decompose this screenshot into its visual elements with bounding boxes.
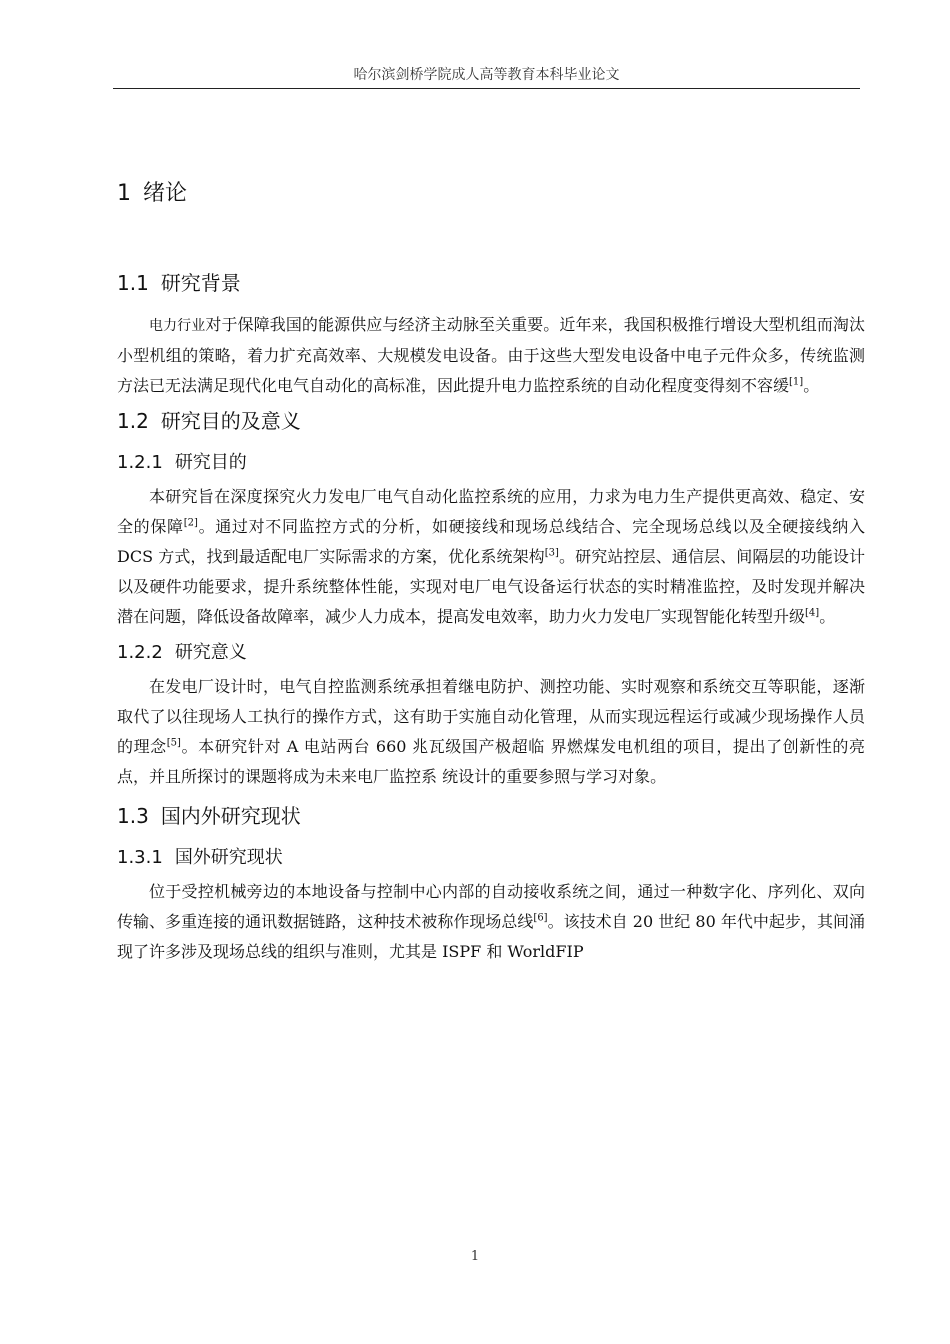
paragraph-text: 。该技术自 20 世纪 80 年代中起步，其间涌现了许多涉及现场总线的组织与准则，尤其是 ISPF 和 WorldFIP: [117, 912, 865, 961]
citation: [2]: [183, 517, 198, 529]
subsection-number: 1.3.1: [117, 847, 163, 868]
chapter-heading: [117, 176, 865, 207]
chapter-title: 绪论: [143, 181, 188, 206]
section-heading-1-3: [117, 800, 865, 829]
paragraph-significance: [117, 672, 865, 792]
paragraph-text: 位于受控机械旁边的本地设备与控制中心内部的自动接收系统之间，通过一种数字化、序列化、双向传输、多重连接的通讯数据链路，这种技术被称作现场总线: [117, 882, 865, 931]
document-body: [117, 170, 865, 967]
section-title: 研究目的及意义: [160, 409, 301, 433]
page-header: 哈尔滨剑桥学院成人高等教育本科毕业论文: [353, 67, 620, 83]
paragraph-lead: 电力行业: [149, 318, 206, 334]
section-heading-1-1: [117, 267, 865, 296]
paragraph-end: 。: [803, 376, 820, 395]
citation: [4]: [805, 607, 820, 619]
section-number: 1.3: [117, 804, 149, 828]
page-number: 1: [470, 1249, 480, 1264]
paragraph-text: 本研究旨在深度探究火力发电厂电气自动化监控系统的应用，力求为电力生产提供更高效、稳定、安全的保障: [117, 487, 865, 536]
subsection-number: 1.2.2: [117, 642, 163, 663]
paragraph-text: 。通过对不同监控方式的分析，如硬接线和现场总线结合、完全现场总线以及全硬接线纳入 DCS 方式，找到最适配电厂实际需求的方案，优化系统架构: [117, 517, 865, 566]
citation: [1]: [789, 376, 804, 388]
header-divider: [113, 88, 860, 89]
paragraph-foreign-research: [117, 877, 865, 967]
subsection-title: 研究意义: [174, 642, 247, 663]
paragraph-background: [117, 310, 865, 401]
subsection-heading-1-3-1: [117, 843, 865, 869]
subsection-title: 研究目的: [174, 452, 247, 473]
subsection-title: 国外研究现状: [174, 847, 283, 868]
subsection-heading-1-2-1: [117, 448, 865, 474]
citation: [6]: [533, 912, 548, 924]
section-title: 国内外研究现状: [160, 804, 301, 828]
section-number: 1.1: [117, 271, 149, 295]
paragraph-purpose: [117, 482, 865, 632]
paragraph-text: 在发电厂设计时，电气自控监测系统承担着继电防护、测控功能、实时观察和系统交互等职能，逐渐取代了以往现场人工执行的操作方式，这有助于实施自动化管理，从而实现远程运行或减少现场操作人员的理念: [117, 677, 865, 756]
citation: [3]: [544, 547, 559, 559]
paragraph-end: 。: [819, 607, 836, 626]
section-number: 1.2: [117, 409, 149, 433]
citation: [5]: [166, 737, 181, 749]
subsection-heading-1-2-2: [117, 638, 865, 664]
paragraph-text: 。本研究针对 A 电站两台 660 兆瓦级国产极超临 界燃煤发电机组的项目，提出了创新性的亮点，并且所探讨的课题将成为未来电厂监控系 统设计的重要参照与学习对象。: [117, 737, 865, 786]
section-title: 研究背景: [160, 271, 241, 295]
section-heading-1-2: [117, 405, 865, 434]
subsection-number: 1.2.1: [117, 452, 163, 473]
paragraph-text: 。研究站控层、通信层、间隔层的功能设计以及硬件功能要求，提升系统整体性能，实现对电厂电气设备运行状态的实时精准监控，及时发现并解决潜在问题，降低设备故障率，减少人力成本，提高发电效率，助力火力发电厂实现智能化转型升级: [117, 547, 865, 626]
paragraph-text: 对于保障我国的能源供应与经济主动脉至关重要。近年来，我国积极推行增设大型机组而淘汰小型机组的策略，着力扩充高效率、大规模发电设备。由于这些大型发电设备中电子元件众多，传统监测方法已无法满足现代化电气自动化的高标准，因此提升电力监控系统的自动化程度变得刻不容缓: [117, 315, 865, 395]
chapter-number: 1: [117, 181, 131, 206]
